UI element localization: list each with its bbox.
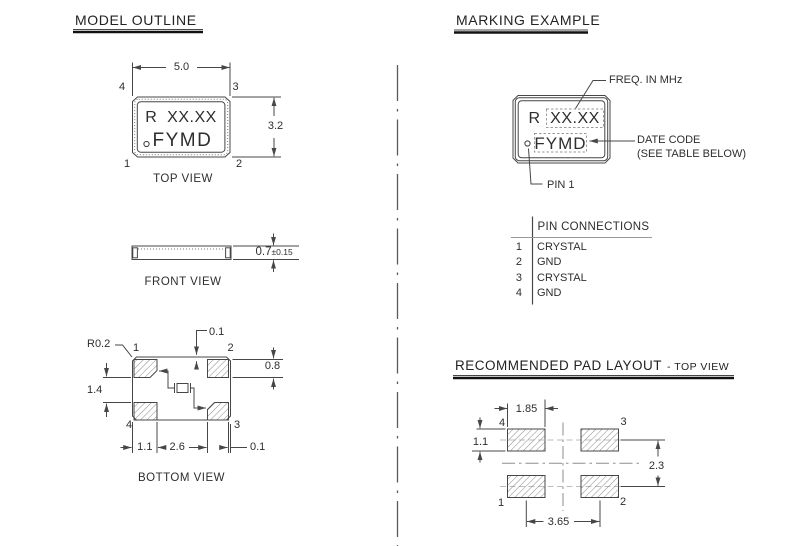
pin-connections-row-pin: 1 — [515, 240, 522, 253]
pad-2 — [208, 360, 229, 378]
dim-layout-pad-height: 1.1 — [472, 436, 489, 448]
pin-connections-row-connection: GND — [537, 287, 562, 299]
marking-example-title: MARKING EXAMPLE — [456, 11, 601, 28]
package-outline-marking — [513, 96, 610, 164]
dim-thickness — [256, 247, 293, 259]
pin1-dot-marker — [525, 141, 530, 146]
bottom-view-label: BOTTOM VIEW — [137, 472, 226, 484]
pad-1 — [134, 360, 157, 378]
bottom-view-pin-1: 1 — [133, 341, 140, 354]
dim-pad-height: 0.8 — [264, 360, 281, 372]
dim-pad-width: 1.1 — [137, 441, 153, 453]
callout-pin1: PIN 1 — [547, 179, 575, 191]
dim-corner-radius: R0.2 — [87, 338, 111, 350]
dim-pad-horizontal-gap: 2.6 — [169, 441, 185, 453]
layout-pad-2 — [581, 476, 619, 498]
pin-connections-row-connection: CRYSTAL — [537, 240, 587, 253]
top-view-marking-line2: FYMD — [152, 130, 213, 151]
pad-layout-title: RECOMMENDED PAD LAYOUT — [455, 357, 663, 373]
pad-layout-heading — [455, 359, 729, 373]
pad-layout-pin-1: 1 — [498, 497, 505, 509]
layout-pad-1 — [508, 476, 546, 498]
model-outline-underline — [73, 30, 203, 33]
top-view-marking-line1: R XX.XX — [145, 108, 217, 126]
dim-layout-pad-width: 1.85 — [515, 402, 538, 415]
dim-pad-top-offset: 0.1 — [209, 326, 225, 338]
dim-pad-side-offset: 0.1 — [250, 441, 266, 453]
dim-pad-vertical-gap: 1.4 — [87, 383, 103, 396]
dim-layout-horizontal-pitch: 3.65 — [547, 515, 570, 528]
layout-pad-4 — [508, 429, 546, 451]
pad-layout-pin-2: 2 — [620, 496, 627, 508]
dim-thickness-tolerance: ±0.15 — [271, 247, 293, 257]
pad-layout-pin-3: 3 — [620, 416, 627, 428]
model-outline-title: MODEL OUTLINE — [75, 11, 197, 28]
marking-date-code: FYMD — [534, 133, 587, 153]
bottom-view-pin-4: 4 — [126, 418, 133, 431]
bottom-view-pin-2: 2 — [227, 342, 234, 354]
pin-connections-row-pin: 4 — [515, 287, 522, 299]
dim-thickness-value: 0.7 — [255, 246, 272, 258]
top-view-pin-4: 4 — [119, 81, 126, 93]
top-view-pin-2: 2 — [236, 157, 243, 170]
dim-height-3-2mm: 3.2 — [267, 119, 284, 132]
pin-connections-row-connection: CRYSTAL — [537, 271, 587, 284]
pad-3 — [208, 403, 229, 421]
bottom-view-pin-3: 3 — [234, 419, 241, 431]
pin-connections-row-connection: GND — [537, 256, 562, 268]
marking-frequency: XX.XX — [550, 109, 600, 127]
pad-layout-underline — [453, 376, 734, 379]
top-view-pin-3: 3 — [232, 80, 239, 93]
pin1-dot-marker — [144, 141, 149, 146]
pad-4 — [134, 403, 157, 421]
pin-connections-title: PIN CONNECTIONS — [537, 220, 650, 233]
dim-width-5mm: 5.0 — [173, 61, 190, 73]
callout-date-code-line2: (SEE TABLE BELOW) — [637, 147, 747, 160]
top-view-label: TOP VIEW — [153, 172, 213, 185]
dim-layout-vertical-pitch: 2.3 — [648, 459, 665, 472]
marking-example-drawing — [513, 81, 635, 185]
crystal-symbol — [177, 384, 188, 393]
top-view-pin-1: 1 — [124, 157, 131, 170]
callout-frequency: FREQ. IN MHz — [609, 74, 683, 86]
front-view-label: FRONT VIEW — [144, 276, 222, 288]
bottom-view-drawing — [103, 331, 283, 454]
pad-layout-subtitle: - TOP VIEW — [667, 360, 730, 373]
marking-example-underline — [454, 30, 588, 33]
callout-date-code-line1: DATE CODE — [637, 134, 701, 146]
marking-prefix: R — [528, 109, 541, 127]
pin-connections-row-pin: 3 — [515, 271, 522, 284]
layout-pad-3 — [581, 429, 619, 451]
pin-connections-row-pin: 2 — [515, 256, 522, 268]
pad-layout-pin-4: 4 — [499, 417, 506, 429]
